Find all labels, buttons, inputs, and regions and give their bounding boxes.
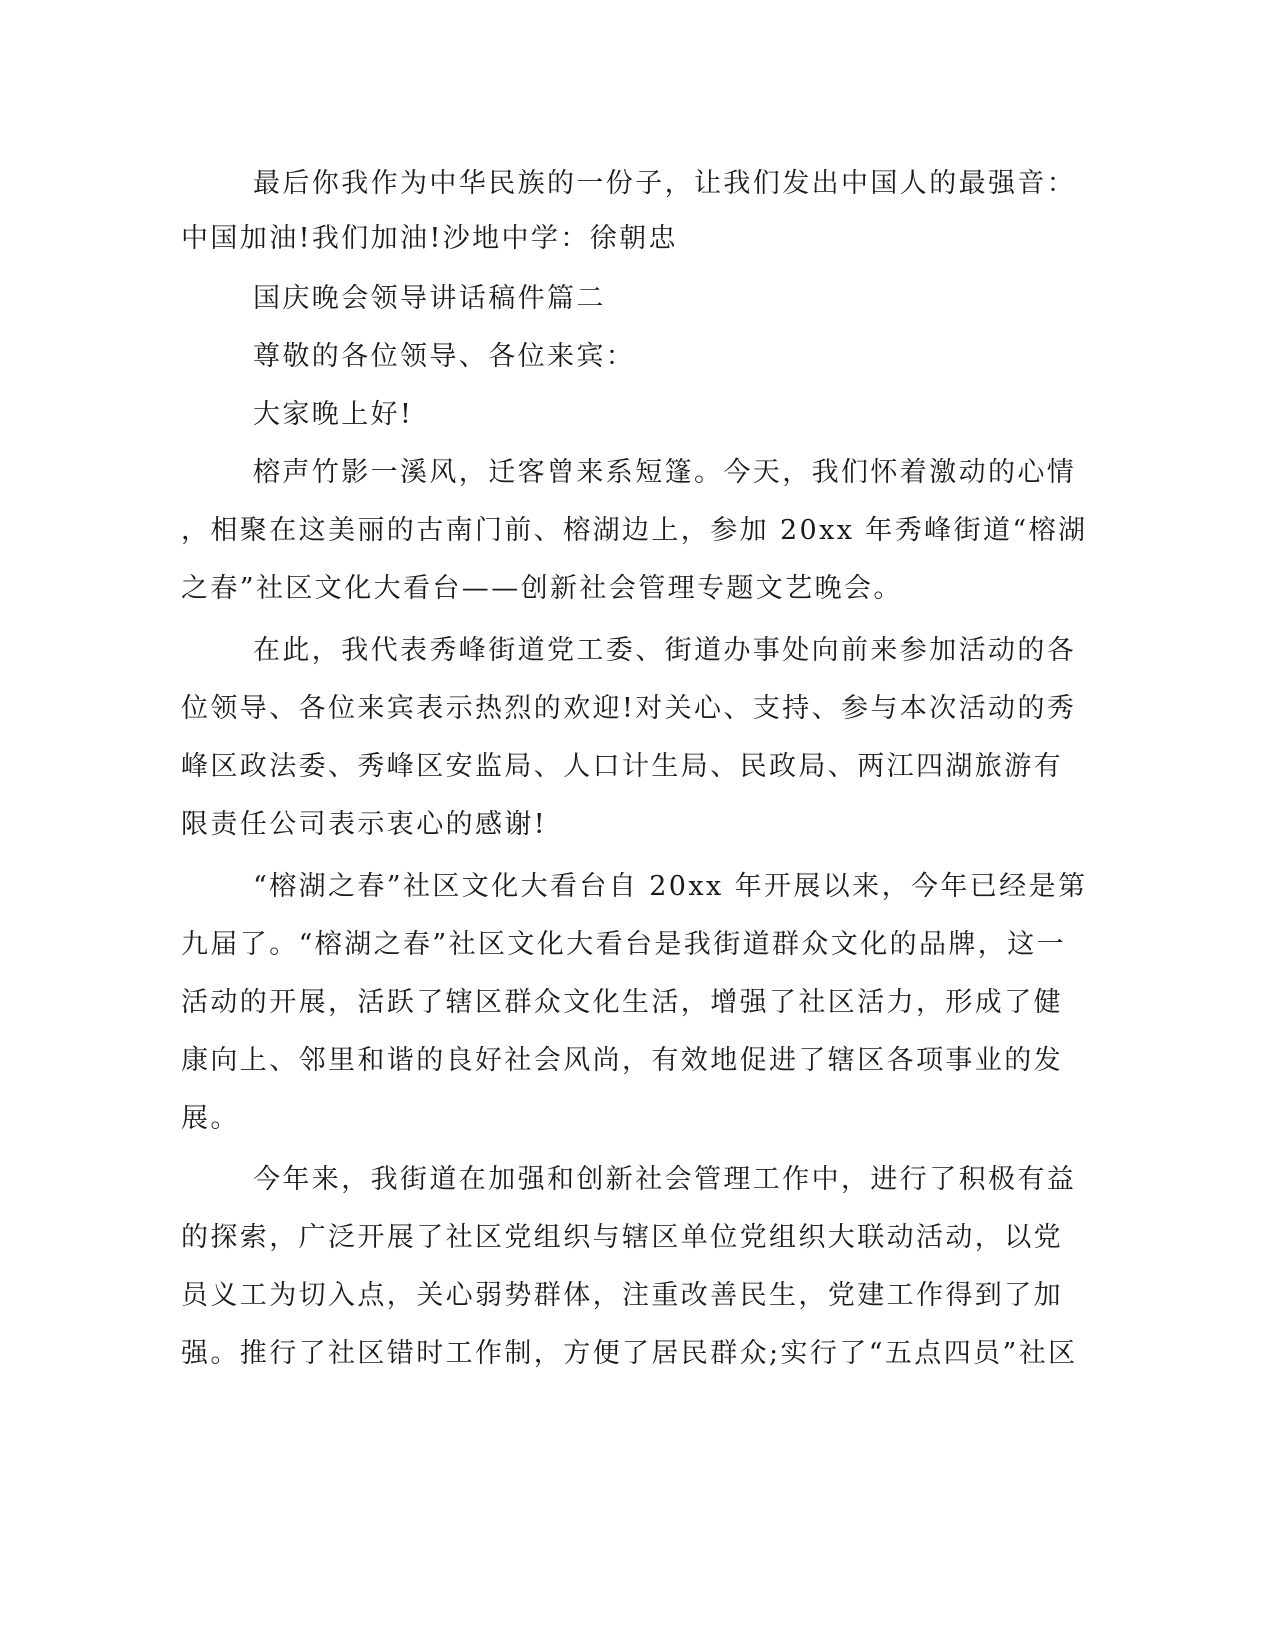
text-line: ，相聚在这美丽的古南门前、榕湖边上，参加 20xx 年秀峰街道“榕湖 bbox=[181, 515, 1088, 546]
greeting: 大家晚上好! bbox=[253, 399, 414, 430]
text-line: 在此，我代表秀峰街道党工委、街道办事处向前来参加活动的各 bbox=[253, 635, 1077, 666]
text-line: 限责任公司表示衷心的感谢! bbox=[181, 809, 548, 840]
text-line: 活动的开展，活跃了辖区群众文化生活，增强了社区活力，形成了健 bbox=[181, 987, 1063, 1018]
text-line: 九届了。“榕湖之春”社区文化大看台是我街道群众文化的品牌，这一 bbox=[181, 929, 1067, 960]
text-line: 强。推行了社区错时工作制，方便了居民群众;实行了“五点四员”社区 bbox=[181, 1338, 1078, 1369]
text-line: 之春”社区文化大看台——创新社会管理专题文艺晚会。 bbox=[181, 573, 903, 604]
text-line: 峰区政法委、秀峰区安监局、人口计生局、民政局、两江四湖旅游有 bbox=[181, 751, 1063, 782]
text-line: 今年来，我街道在加强和创新社会管理工作中，进行了积极有益 bbox=[253, 1164, 1077, 1195]
text-line: 员义工为切入点，关心弱势群体，注重改善民生，党建工作得到了加 bbox=[181, 1280, 1063, 1311]
salutation: 尊敬的各位领导、各位来宾： bbox=[253, 341, 636, 372]
text-line: 展。 bbox=[181, 1103, 240, 1134]
text-line: 中国加油!我们加油!沙地中学：徐朝忠 bbox=[181, 223, 678, 254]
text-line: 的探索，广泛开展了社区党组织与辖区单位党组织大联动活动，以党 bbox=[181, 1222, 1063, 1253]
section-heading: 国庆晚会领导讲话稿件篇二 bbox=[253, 283, 606, 314]
text-line: “榕湖之春”社区文化大看台自 20xx 年开展以来，今年已经是第 bbox=[253, 871, 1088, 902]
text-line: 位领导、各位来宾表示热烈的欢迎!对关心、支持、参与本次活动的秀 bbox=[181, 693, 1077, 724]
text-line: 榕声竹影一溪风，迁客曾来系短篷。今天，我们怀着激动的心情 bbox=[253, 457, 1077, 488]
text-line: 最后你我作为中华民族的一份子，让我们发出中国人的最强音： bbox=[253, 168, 1077, 199]
text-line: 康向上、邻里和谐的良好社会风尚，有效地促进了辖区各项事业的发 bbox=[181, 1045, 1063, 1076]
